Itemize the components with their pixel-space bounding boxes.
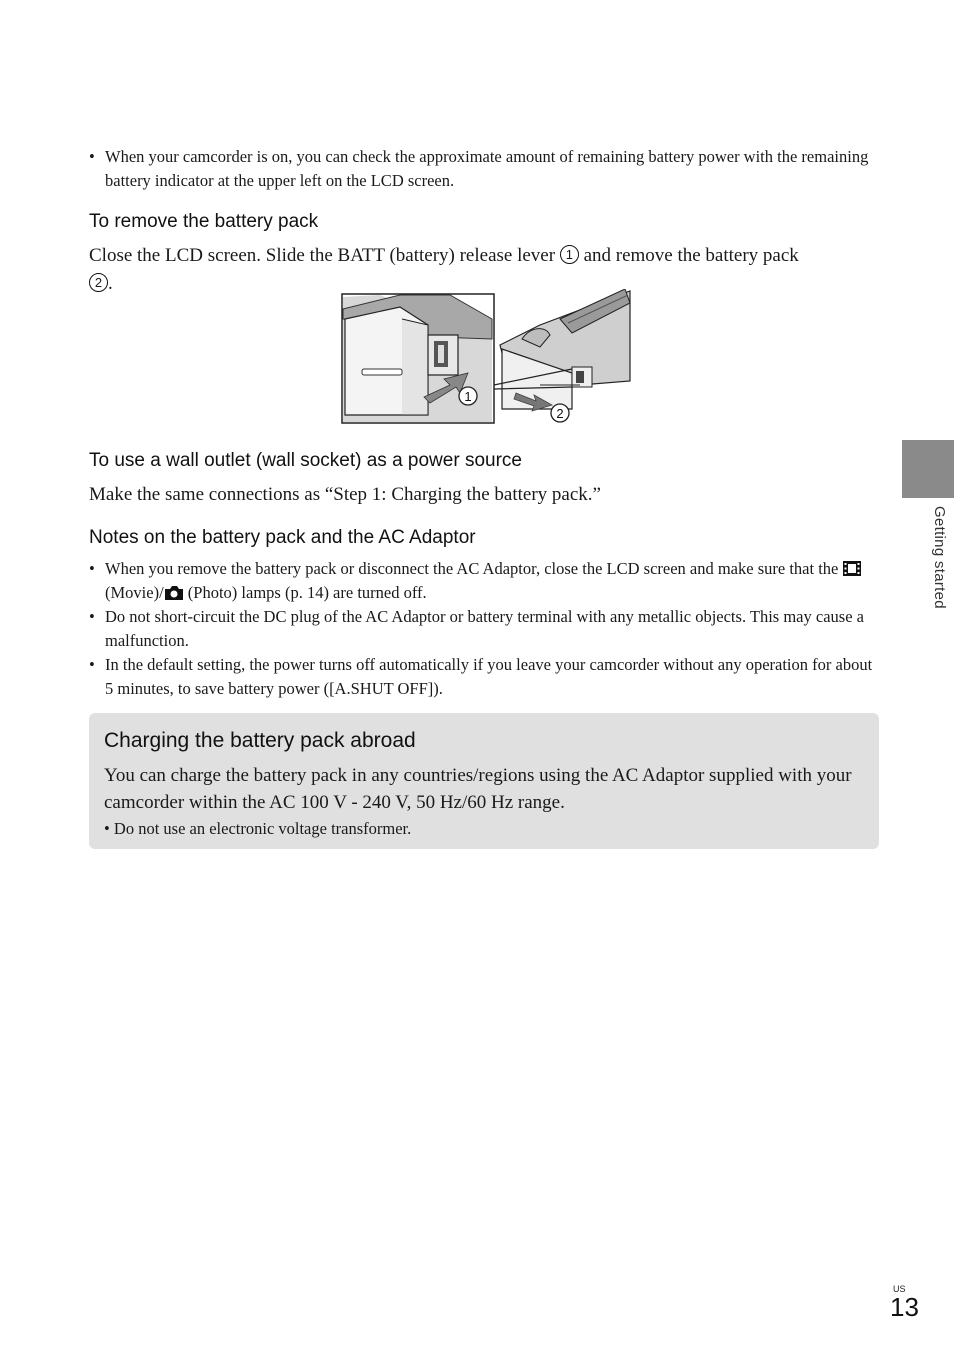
abroad-heading: Charging the battery pack abroad: [104, 729, 416, 752]
abroad-info-box: [89, 713, 879, 849]
notes-item-1-text-b: (Photo) lamps (p. 14) are turned off.: [187, 583, 427, 602]
callout-1-text: 1: [464, 389, 472, 404]
movie-icon: [842, 560, 862, 577]
abroad-note-text: Do not use an electronic voltage transformer.: [113, 819, 412, 838]
notes-item-1: [89, 557, 881, 605]
bullet: •: [89, 147, 95, 166]
abroad-note: [104, 818, 411, 840]
callout-2-text: 2: [556, 406, 564, 421]
notes-item-3: [89, 653, 881, 701]
notes-heading: Notes on the battery pack and the AC Adaptor: [89, 527, 476, 548]
remove-text-part2: and remove the battery pack: [583, 245, 799, 266]
bullet: •: [89, 559, 95, 578]
remove-heading: To remove the battery pack: [89, 211, 319, 232]
bullet: •: [104, 819, 110, 838]
section-tab-marker: [902, 440, 954, 498]
page-region-label: US: [893, 1284, 906, 1294]
bullet: •: [89, 655, 95, 674]
wall-heading: To use a wall outlet (wall socket) as a power source: [89, 450, 522, 471]
notes-item-1-text-a: When you remove the battery pack or disconnect the AC Adaptor, close the LCD screen and make sure that the: [105, 559, 839, 578]
marker-2: 2: [89, 273, 108, 292]
notes-item-2-text: Do not short-circuit the DC plug of the AC Adaptor or battery terminal with any metallic objects. This may cause a malfunction.: [105, 607, 864, 650]
notes-item-3-text: In the default setting, the power turns off automatically if you leave your camcorder without any operation for about 5 minutes, to save battery power ([A.SHUT OFF]).: [105, 655, 873, 698]
battery-removal-illustration: [340, 289, 632, 425]
top-note: [89, 145, 881, 193]
camcorder-right: [500, 289, 630, 409]
marker-1: 1: [560, 245, 579, 264]
bullet: •: [89, 607, 95, 626]
notes-item-2: [89, 605, 881, 653]
wall-text: Make the same connections as “Step 1: Charging the battery pack.”: [89, 484, 601, 505]
notes-item-1-movie-label: (Movie)/: [105, 583, 164, 602]
top-note-text: When your camcorder is on, you can check the approximate amount of remaining battery power with the remaining battery indicator at the upper left on the LCD screen.: [105, 147, 869, 190]
page-number: 13: [890, 1292, 919, 1322]
remove-text-part1: Close the LCD screen. Slide the BATT (battery) release lever: [89, 245, 556, 266]
top-note-list: [89, 145, 881, 193]
notes-list: [89, 557, 881, 701]
abroad-text: You can charge the battery pack in any countries/regions using the AC Adaptor supplied with your camcorder within the AC 100 V - 240 V, 50 Hz/60 Hz range.: [104, 765, 852, 813]
remove-text-end: .: [108, 273, 113, 294]
camcorder-illustration: [340, 289, 632, 425]
section-tab-label: Getting started: [931, 506, 948, 609]
camera-icon: [164, 584, 184, 601]
